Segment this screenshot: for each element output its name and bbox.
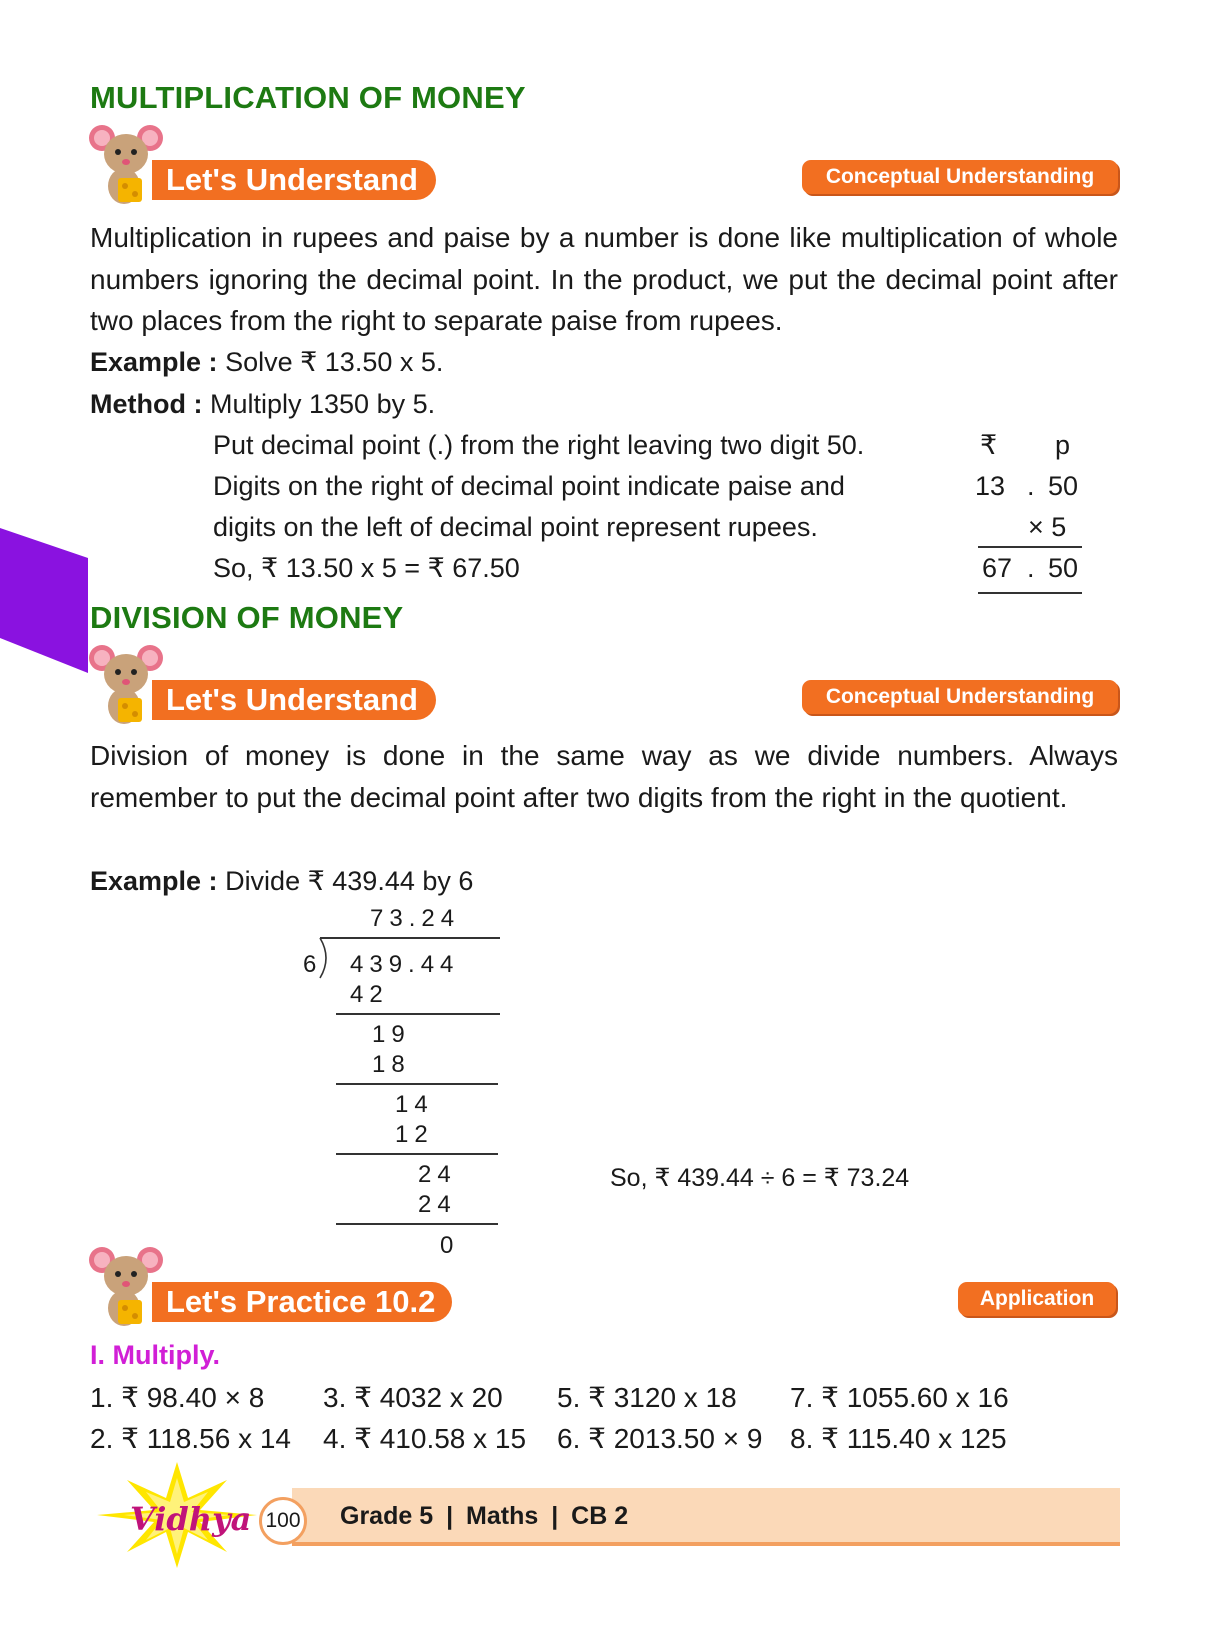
division-paragraph: Division of money is done in the same way as we divide numbers. Always remember to put the decimal point after two digits from the right in the quotient.	[90, 740, 1118, 813]
page-number-badge	[259, 1497, 307, 1545]
calc-row1-rupees: 13	[975, 471, 1006, 501]
calc-row1-paise: 50	[1048, 471, 1079, 501]
multiplication-method	[90, 389, 435, 420]
multiplication-title: MULTIPLICATION OF MONEY	[90, 80, 526, 115]
example-text: Solve ₹ 13.50 x 5.	[217, 347, 444, 377]
footer-subject: Maths	[466, 1502, 539, 1530]
calc-rule-1	[978, 546, 1082, 548]
practice-item-2: 2. ₹ 118.56 x 14	[90, 1423, 291, 1454]
division-step-4: 14	[395, 1091, 434, 1118]
conceptual-understanding-tag-1: Conceptual Understanding	[802, 160, 1118, 194]
division-rule-1	[336, 1013, 500, 1015]
practice-item-5: 5. ₹ 3120 x 18	[557, 1382, 737, 1413]
division-result: So, ₹ 439.44 ÷ 6 = ₹ 73.24	[610, 1164, 910, 1192]
example-label: Example :	[90, 347, 218, 377]
page-number: 100	[265, 1509, 301, 1532]
division-quotient-rule	[320, 937, 500, 939]
practice-item-3: 3. ₹ 4032 x 20	[323, 1382, 503, 1413]
division-example	[90, 866, 473, 897]
vidhya-logo-text: Vidhya	[130, 1500, 252, 1538]
footer-sep-2: |	[551, 1502, 559, 1530]
division-rule-3	[336, 1153, 498, 1155]
division-step-1: 42	[350, 981, 389, 1008]
calc-multiplier: × 5	[1028, 512, 1067, 542]
division-divisor: 6	[303, 951, 323, 978]
calc-result-rupees: 67	[982, 553, 1013, 583]
practice-item-1: 1. ₹ 98.40 × 8	[90, 1382, 265, 1413]
method-step-3: digits on the left of decimal point represent rupees.	[213, 512, 818, 542]
division-remainder: 0	[440, 1232, 460, 1259]
division-step-5: 12	[395, 1121, 434, 1148]
practice-item-7: 7. ₹ 1055.60 x 16	[790, 1382, 1009, 1413]
application-tag: Application	[958, 1282, 1116, 1316]
division-step-3: 18	[372, 1051, 411, 1078]
footer-book: CB 2	[571, 1502, 629, 1530]
side-tab-decoration	[0, 528, 88, 673]
practice-item-4: 4. ₹ 410.58 x 15	[323, 1423, 527, 1454]
lets-understand-banner-1: Let's Understand	[152, 160, 436, 200]
practice-heading: I. Multiply.	[90, 1340, 220, 1370]
calc-row1-dot: .	[1027, 471, 1035, 501]
method-text: Multiply 1350 by 5.	[202, 389, 436, 419]
footer-text	[340, 1502, 628, 1531]
calc-rupee-header: ₹	[980, 430, 998, 460]
lets-understand-banner-2: Let's Understand	[152, 680, 436, 720]
practice-item-8: 8. ₹ 115.40 x 125	[790, 1423, 1007, 1454]
division-dividend: 439.44	[350, 951, 460, 978]
multiplication-example	[90, 347, 443, 378]
method-step-4: So, ₹ 13.50 x 5 = ₹ 67.50	[213, 553, 520, 583]
conceptual-understanding-tag-2: Conceptual Understanding	[802, 680, 1118, 714]
calc-result-dot: .	[1027, 553, 1035, 583]
lets-practice-banner: Let's Practice 10.2	[152, 1282, 452, 1322]
multiplication-paragraph: Multiplication in rupees and paise by a number is done like multiplication of whole numbers ignoring the decimal point. In the product, we put the decimal point after two places from the right to separate paise from rupees.	[90, 222, 1118, 336]
calc-rule-2	[978, 592, 1082, 594]
division-title: DIVISION OF MONEY	[90, 600, 404, 635]
division-step-2: 19	[372, 1021, 411, 1048]
division-quotient: 73.24	[370, 905, 461, 932]
division-rule-4	[336, 1223, 498, 1225]
example-label: Example :	[90, 866, 218, 896]
method-step-2: Digits on the right of decimal point indicate paise and	[213, 471, 845, 501]
division-rule-2	[336, 1083, 498, 1085]
calc-result-paise: 50	[1048, 553, 1079, 583]
practice-item-6: 6. ₹ 2013.50 × 9	[557, 1423, 763, 1454]
method-step-1: Put decimal point (.) from the right leaving two digit 50.	[213, 430, 865, 460]
calc-paise-header: p	[1055, 430, 1071, 460]
method-label: Method :	[90, 389, 203, 419]
example-text: Divide ₹ 439.44 by 6	[217, 866, 474, 896]
footer-grade: Grade 5	[340, 1502, 434, 1530]
division-step-6: 24	[418, 1161, 457, 1188]
division-step-7: 24	[418, 1191, 457, 1218]
footer-sep-1: |	[446, 1502, 454, 1530]
